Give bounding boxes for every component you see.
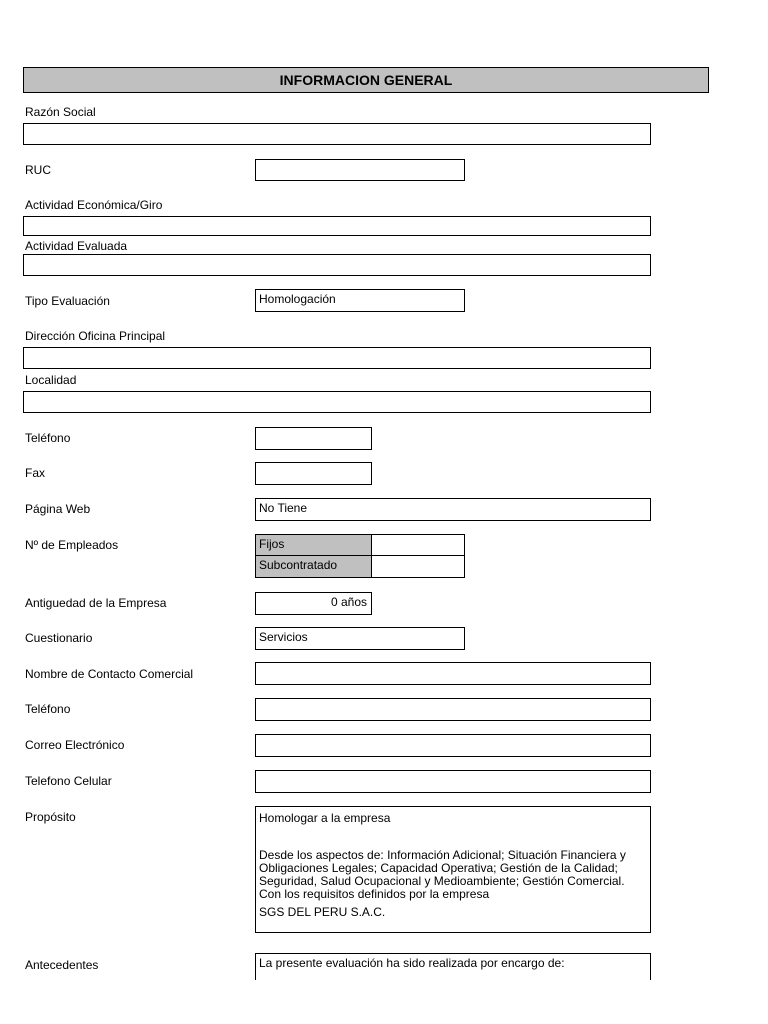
actividad-economica-label: Actividad Económica/Giro [25,198,163,212]
empleados-sub-label: Subcontratado [255,555,373,578]
antecedentes-label: Antecedentes [25,958,99,972]
antiguedad-field[interactable]: 0 años [255,592,372,615]
contacto-comercial-field[interactable] [255,662,651,685]
empleados-sub-field[interactable] [371,555,465,578]
proposito-line-3: SGS DEL PERU S.A.C. [259,905,386,919]
fax-label: Fax [25,466,46,480]
localidad-label: Localidad [25,373,77,387]
correo-field[interactable] [255,734,651,757]
num-empleados-label: Nº de Empleados [25,538,119,552]
ruc-field[interactable] [255,159,465,181]
actividad-evaluada-label: Actividad Evaluada [25,239,128,253]
empleados-fijos-label: Fijos [255,534,373,556]
razon-social-label: Razón Social [25,105,96,119]
cuestionario-field[interactable]: Servicios [255,627,465,650]
proposito-line-1: Homologar a la empresa [259,811,391,825]
telefono-field[interactable] [255,427,372,450]
telefono-contacto-label: Teléfono [25,702,71,716]
tipo-evaluacion-label: Tipo Evaluación [25,294,110,308]
proposito-label: Propósito [25,810,76,824]
cuestionario-label: Cuestionario [25,631,93,645]
celular-label: Telefono Celular [25,774,112,788]
direccion-field[interactable] [23,347,651,369]
direccion-label: Dirección Oficina Principal [25,329,166,343]
telefono-contacto-field[interactable] [255,698,651,721]
proposito-field[interactable] [255,806,651,933]
actividad-economica-field[interactable] [23,216,651,236]
localidad-field[interactable] [23,391,651,413]
antecedentes-field[interactable]: La presente evaluación ha sido realizada por encargo de: [255,953,651,980]
tipo-evaluacion-field[interactable]: Homologación [255,289,465,312]
actividad-evaluada-field[interactable] [23,254,651,276]
proposito-line-2: Desde los aspectos de: Información Adicional; Situación Financiera y Obligaciones Legales; Capacidad Operativa; Gestión de la Calidad; Seguridad, Salud Ocupacional y Medioambiente; Gestión Comercial. Con los requisitos definidos por la empresa [259,848,626,901]
section-header: INFORMACION GENERAL [23,67,709,93]
celular-field[interactable] [255,770,651,793]
pagina-web-field[interactable]: No Tiene [255,498,651,521]
ruc-label: RUC [25,163,51,177]
empleados-fijos-field[interactable] [371,534,465,556]
telefono-label: Teléfono [25,431,71,445]
contacto-comercial-label: Nombre de Contacto Comercial [25,667,194,681]
razon-social-field[interactable] [23,123,651,145]
correo-label: Correo Electrónico [25,738,125,752]
pagina-web-label: Página Web [25,502,91,516]
antiguedad-label: Antiguedad de la Empresa [25,596,167,610]
fax-field[interactable] [255,462,372,485]
